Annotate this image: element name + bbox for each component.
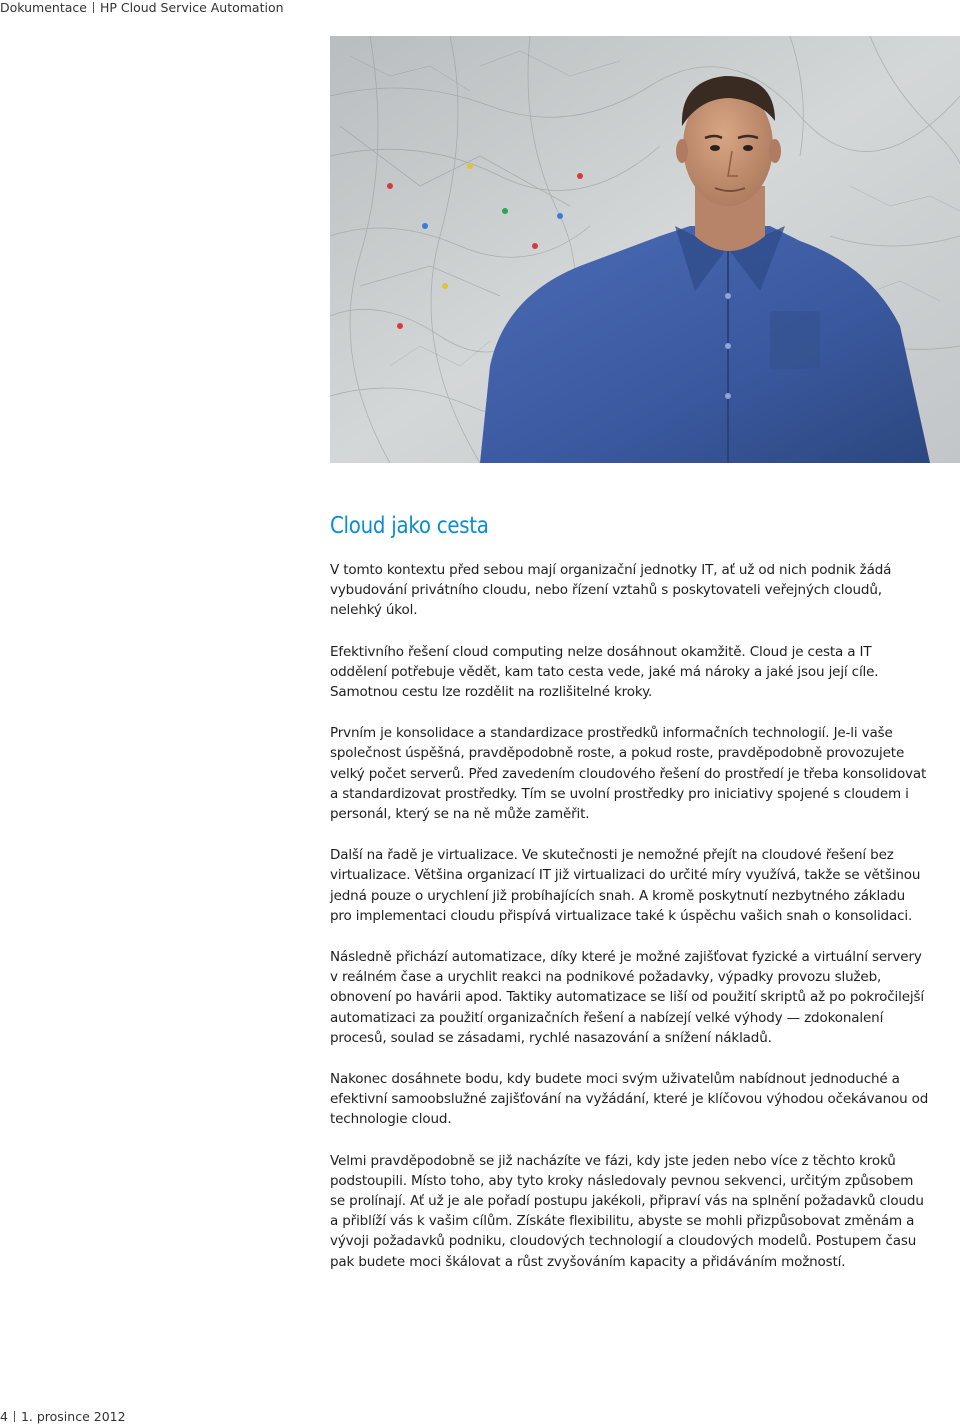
paragraph: Nakonec dosáhnete bodu, kdy budete moci svým uživatelům nabídnout jednoduché a efektivní samoobslužné zajišťování na vyžádání, které je klíčovou výhodou očekávanou od technologie cloud. (330, 1071, 929, 1128)
article-title: Cloud jako cesta (330, 513, 489, 539)
footer-separator (14, 1411, 15, 1422)
article-body (330, 560, 930, 1293)
running-header (0, 0, 284, 15)
header-separator (93, 2, 94, 13)
header-product: HP Cloud Service Automation (99, 0, 284, 15)
paragraph: Prvním je konsolidace a standardizace prostředků informačních technologií. Je-li vaše společnost úspěšná, pravděpodobně roste, a pokud roste, pravděpodobně provozujete velký počet serverů. Před zavedením cloudového řešení do prostředí je třeba konsolidovat a standardizovat prostředky. Tím se uvolní prostředky pro iniciativy spojené s cloudem i personál, který se na ně může zaměřit. (330, 725, 927, 823)
page-number: 4 (0, 1409, 8, 1424)
paragraph: V tomto kontextu před sebou mají organizační jednotky IT, ať už od nich podnik žádá vybudování privátního cloudu, nebo řízení vztahů s poskytovateli veřejných cloudů, nelehký úkol. (330, 562, 892, 619)
paragraph: Efektivního řešení cloud computing nelze dosáhnout okamžitě. Cloud je cesta a IT oddělení potřebuje vědět, kam tato cesta vede, jaké má nároky a jaké jsou její cíle. Samotnou cestu lze rozdělit na rozlišitelné kroky. (330, 643, 879, 701)
paragraph: Následně přichází automatizace, díky které je možné zajišťovat fyzické a virtuální servery v reálném čase a urychlit reakci na podnikové požadavky, výpadky provozu služeb, obnovení po havárii apod. Taktiky automatizace se liší od použití skriptů až po pokročilejší automatizaci za použití organizačních řešení a nabízejí velké výhody — zdokonalení procesů, soulad se zásadami, rychlé nasazování a snížení nákladů. (330, 949, 924, 1046)
header-section: Dokumentace (0, 0, 87, 15)
hero-photo (330, 36, 960, 463)
page-footer (0, 1409, 126, 1424)
paragraph: Další na řadě je virtualizace. Ve skutečnosti je nemožné přejít na cloudové řešení bez virtualizace. Většina organizací IT již virtualizaci do určité míry využívá, takže se většinou jedná pouze o urychlení již probíhajících snah. A kromě poskytnutí nezbytného základu pro implementaci cloudu přispívá virtualizace také k úspěchu vašich snah o konsolidaci. (330, 847, 921, 924)
footer-date: 1. prosince 2012 (20, 1409, 126, 1424)
paragraph: Velmi pravděpodobně se již nacházíte ve fázi, kdy jste jeden nebo více z těchto kroků podstoupili. Místo toho, aby tyto kroky následovaly pevnou sekvenci, určitým způsobem se prolínají. Ať už je ale pořadí postupu jakékoli, připraví vás na splnění požadavků cloudu a přiblíží vás k vašim cílům. Získáte flexibilitu, abyste se mohli přizpůsobovat změnám a vývoji požadavků podniku, cloudových technologií a cloudových modelů. Postupem času pak budete moci škálovat a růst zvyšováním kapacity a přidáváním možností. (330, 1152, 924, 1270)
